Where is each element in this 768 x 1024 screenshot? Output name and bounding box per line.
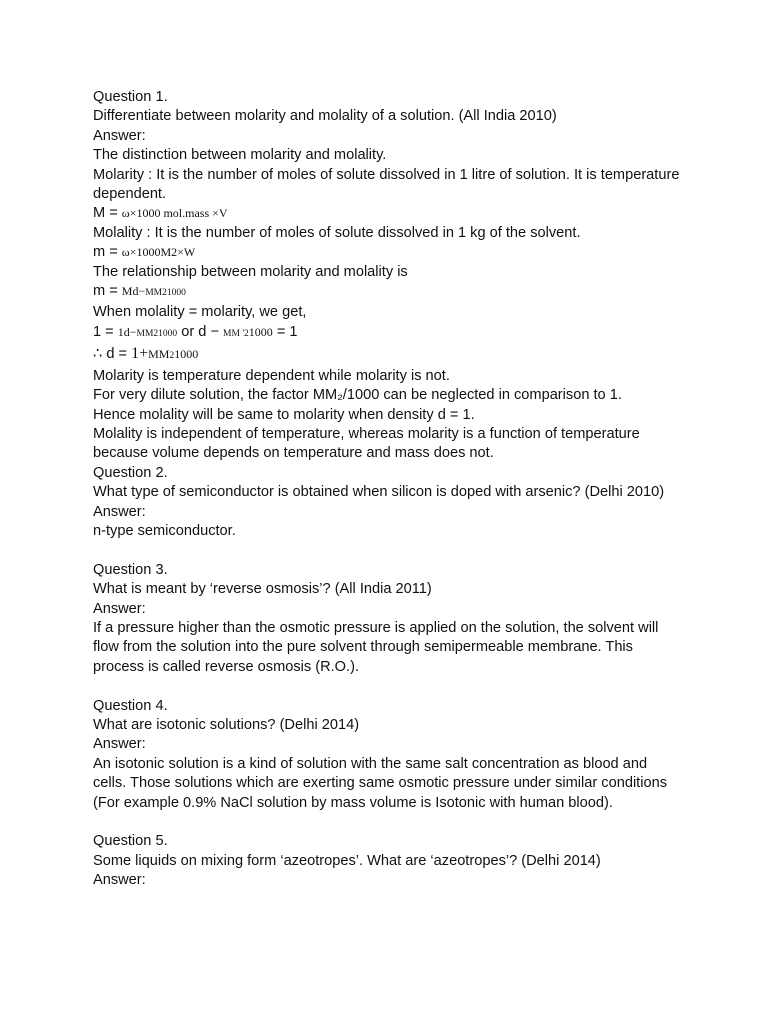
equality-equation (93, 323, 683, 344)
answer-4-label: Answer: (93, 736, 146, 753)
question-3-text: What is meant by ‘reverse osmosis’? (All India 2011) (93, 581, 432, 598)
spacer (93, 677, 683, 696)
molality-eq-prefix: m = (93, 244, 122, 261)
eq-one-mid: or d − (177, 323, 224, 340)
question-3-title: Question 3. (93, 561, 168, 578)
question-4-title: Question 4. (93, 697, 168, 714)
molality-eq-math: ω×1000M2×W (121, 245, 196, 260)
eq-d-math-d: 1000 (174, 347, 199, 362)
question-1-text: Differentiate between molarity and molality of a solution. (All India 2010) (93, 108, 557, 125)
spacer (93, 813, 683, 832)
molarity-equation (93, 204, 683, 223)
eq-one-math-d: ' (242, 328, 245, 339)
rel-eq-math-a: Md− (121, 284, 146, 299)
question-2-title: Question 2. (93, 464, 168, 481)
document-body (93, 88, 683, 891)
eq-one-suffix: = 1 (272, 323, 298, 340)
question-5-text: Some liquids on mixing form ‘azeotropes’. What are ‘azeotropes’? (Delhi 2014) (93, 852, 601, 869)
answer-2-label: Answer: (93, 503, 146, 520)
eq-one-math-a: 1d− (117, 324, 137, 339)
relationship-equation (93, 282, 683, 303)
independent-note: Molality is independent of temperature, whereas molarity is a function of temperature because volume depends on temperature and mass does not. (93, 425, 640, 462)
answer-3-text: If a pressure higher than the osmotic pressure is applied on the solution, the solvent will flow from the solution into the pure solvent through semipermeable membrane. This process is called reverse osmosis (R.O.). (93, 619, 659, 675)
eq-d-math-b: MM (148, 347, 170, 362)
eq-one-math-f: 1000 (248, 324, 273, 339)
question-5-title: Question 5. (93, 833, 168, 850)
eq-one-prefix: 1 = (93, 323, 118, 340)
dilute-note: For very dilute solution, the factor MM₂/1000 can be neglected in comparison to 1. (93, 387, 622, 404)
eq-one-math-b: MM21000 (136, 328, 178, 339)
answer-1-label: Answer: (93, 127, 146, 144)
when-equal-text: When molality = molarity, we get, (93, 304, 307, 321)
answer-5-label: Answer: (93, 872, 146, 889)
molarity-eq-prefix: M = (93, 205, 122, 222)
spacer (93, 541, 683, 560)
question-1-title: Question 1. (93, 89, 168, 105)
question-2-text: What type of semiconductor is obtained when silicon is doped with arsenic? (Delhi 2010) (93, 484, 665, 501)
eq-d-math-c: 2 (169, 351, 175, 362)
eq-one-math-c: MM (223, 328, 243, 339)
molality-equation (93, 243, 683, 262)
relationship-text: The relationship between molarity and molality is (93, 263, 408, 280)
density-equation (93, 344, 683, 366)
eq-d-prefix: ∴ d = (93, 346, 132, 363)
question-4-text: What are isotonic solutions? (Delhi 2014) (93, 716, 360, 733)
eq-d-math-a: 1+ (131, 345, 149, 363)
rel-eq-math-b: MM21000 (145, 288, 186, 299)
answer-2-text: n-type semiconductor. (93, 522, 236, 539)
temperature-note: Molarity is temperature dependent while molarity is not. (93, 367, 450, 384)
eq-one-math-e: 2 (244, 328, 249, 339)
answer-1-line-2: Molarity : It is the number of moles of solute dissolved in 1 litre of solution. It is temperature dependent. (93, 166, 680, 203)
hence-note: Hence molality will be same to molarity when density d = 1. (93, 406, 475, 423)
answer-3-label: Answer: (93, 600, 146, 617)
molarity-eq-math: ω×1000 mol.mass ×V (121, 206, 228, 221)
rel-eq-prefix: m = (93, 283, 122, 300)
answer-1-line-1: The distinction between molarity and molality. (93, 147, 387, 164)
answer-4-text: An isotonic solution is a kind of solution with the same salt concentration as blood and cells. Those solutions which are exerting same osmotic pressure under similar conditions (For example 0.9% NaCl solution by mass volume is Isotonic with human blood). (93, 755, 668, 811)
molality-definition: Molality : It is the number of moles of solute dissolved in 1 kg of the solvent. (93, 224, 581, 241)
